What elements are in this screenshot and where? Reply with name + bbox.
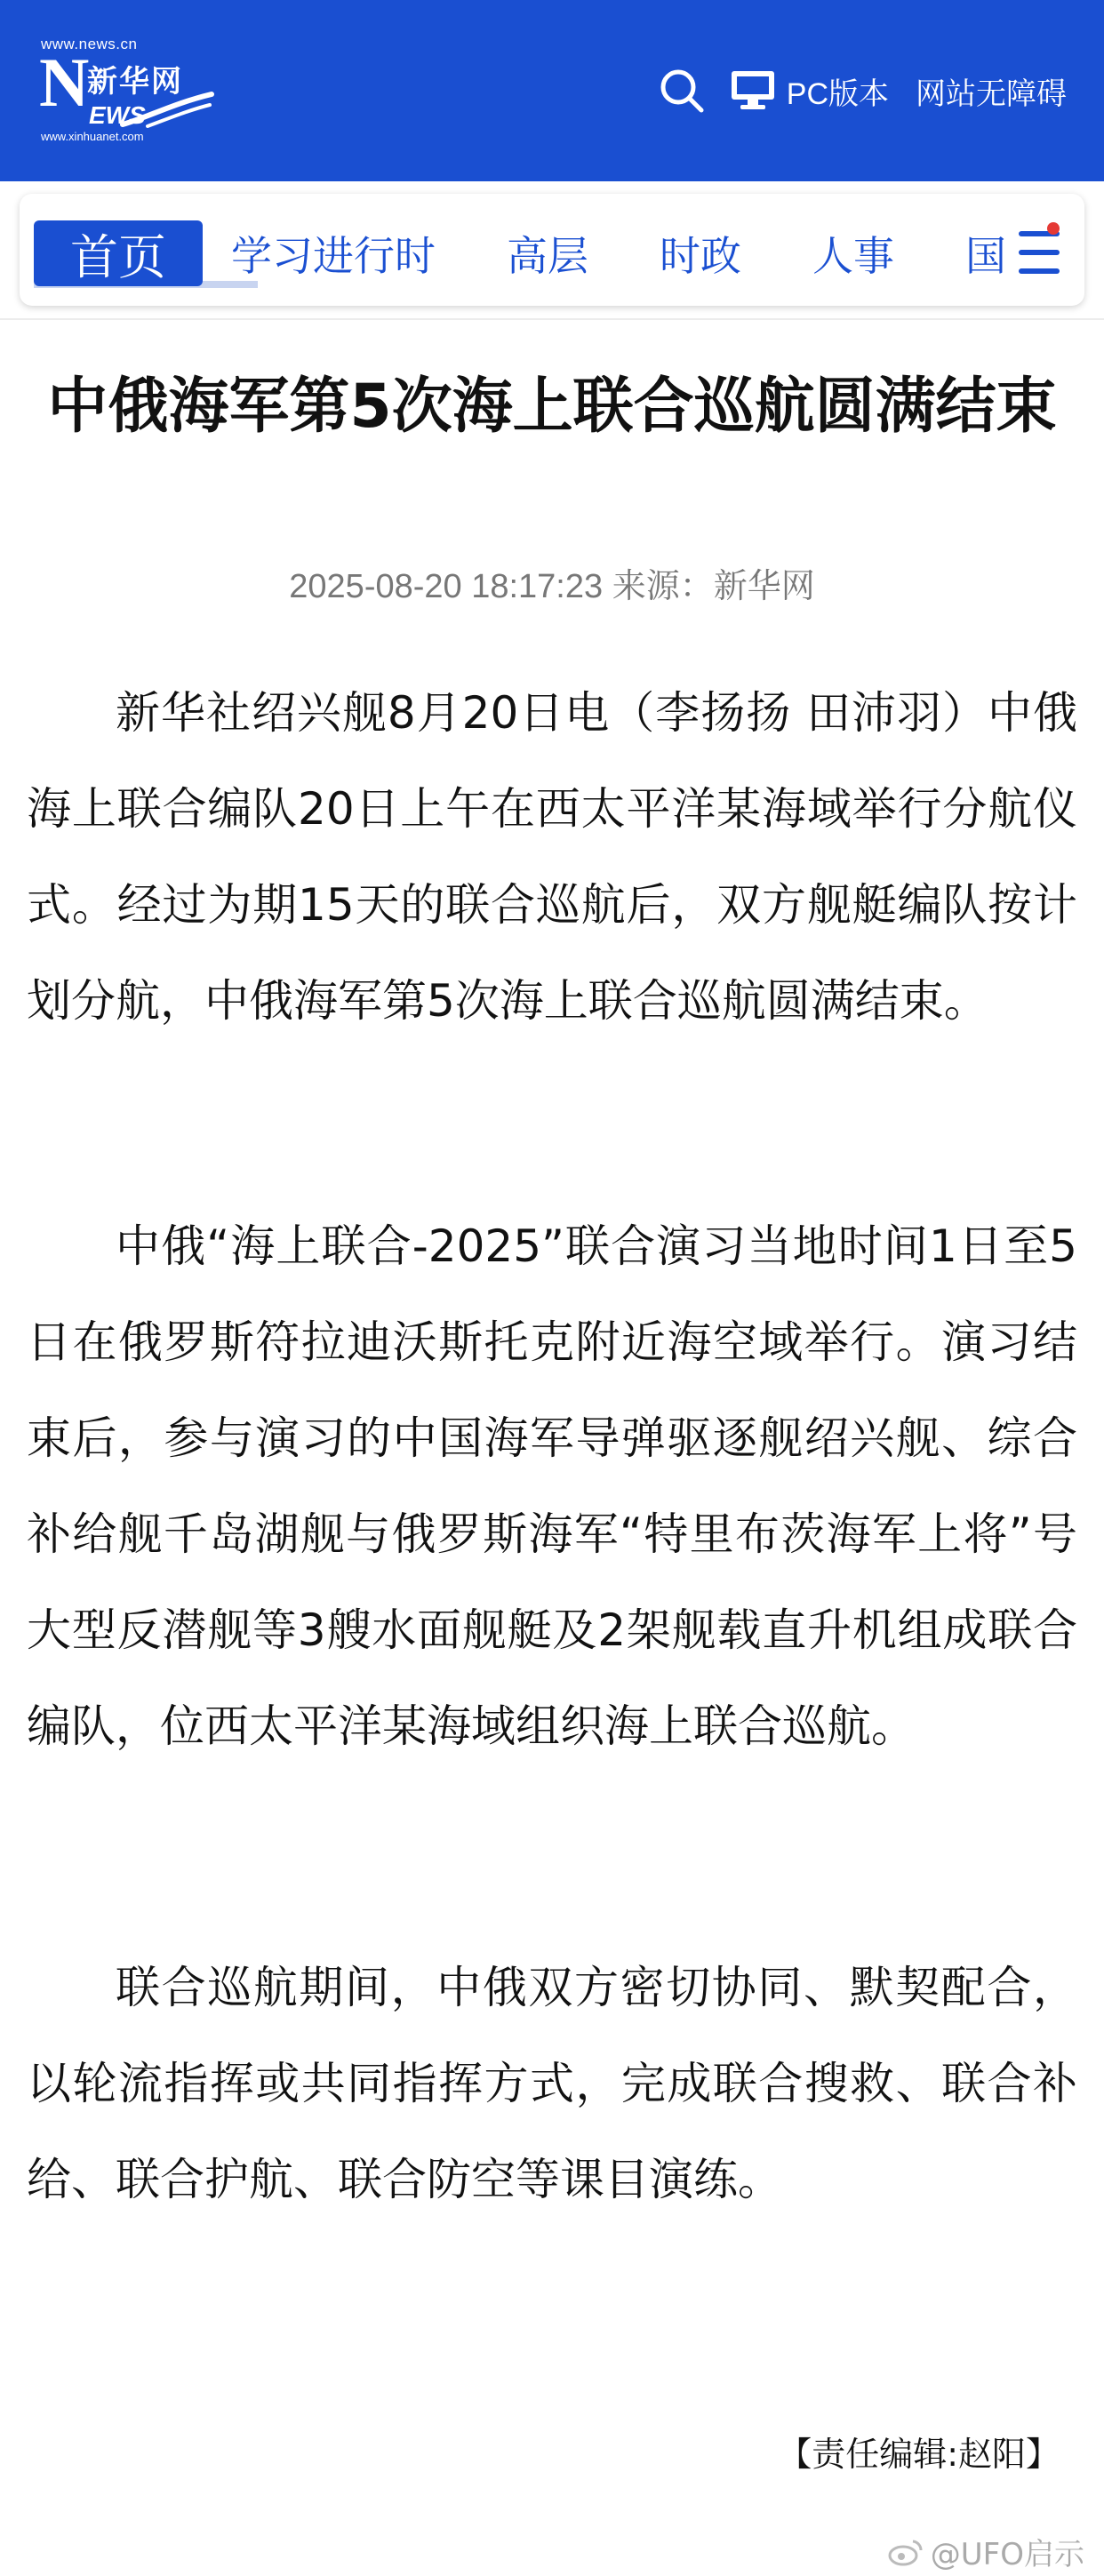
site-header [0, 0, 1104, 181]
search-button[interactable] [655, 64, 708, 117]
logo-swoosh-icon [121, 91, 213, 128]
tab-politics[interactable]: 时政 [660, 232, 741, 280]
watermark-text: @UFO启示 [930, 2537, 1084, 2572]
article-paragraph: 新华社绍兴舰8月20日电（李扬扬 田沛羽）中俄海上联合编队20日上午在西太平洋某海域举行分航仪式。经过为期15天的联合巡航后，双方舰艇编队按计划分航，中俄海军第5次海上联合巡航圆满结束。 [27, 687, 1077, 1027]
logo-letters-ews: EWS [89, 101, 146, 129]
xinhua-logo[interactable] [36, 36, 213, 147]
weibo-icon [888, 2538, 924, 2566]
article-meta: 2025-08-20 18:17:23 来源：新华网 [289, 568, 815, 605]
header-actions [655, 64, 1067, 117]
channel-nav [20, 194, 1084, 306]
tab-study[interactable]: 学习进行时 [231, 232, 436, 280]
search-icon [657, 66, 707, 116]
pc-version-link[interactable] [730, 69, 889, 113]
tab-leadership[interactable]: 高层 [507, 232, 588, 280]
logo-letter-n: N [39, 44, 90, 121]
tab-international[interactable]: 国 [965, 232, 1006, 280]
pc-monitor-icon [730, 69, 776, 112]
article-paragraph: 中俄“海上联合-2025”联合演习当地时间1日至5日在俄罗斯符拉迪沃斯托克附近海空域举行。演习结束后，参与演习的中国海军导弹驱逐舰绍兴舰、综合补给舰千岛湖舰与俄罗斯海军“特里布茨海军上将”号大型反潜舰等3艘水面舰艇及2架舰载直升机组成联合编队，位西太平洋某海域组织海上联合巡航。 [27, 1220, 1077, 1752]
menu-icon[interactable] [1019, 228, 1068, 277]
tab-home[interactable]: 首页 [34, 220, 203, 286]
logo-url-bottom: www.xinhuanet.com [41, 130, 144, 143]
tab-personnel[interactable]: 人事 [812, 232, 894, 280]
pc-version-label: PC版本 [786, 76, 889, 111]
header-divider [0, 318, 1104, 320]
nav-items [231, 220, 1006, 286]
accessibility-link[interactable]: 网站无障碍 [916, 76, 1067, 111]
logo-url-top: www.news.cn [41, 36, 138, 52]
weibo-watermark [888, 2530, 1084, 2573]
notification-dot [1047, 222, 1060, 235]
article-paragraph: 联合巡航期间，中俄双方密切协同、默契配合，以轮流指挥或共同指挥方式，完成联合搜救、联合补给、联合护航、联合防空等课目演练。 [27, 1962, 1077, 2205]
logo-cn-name: 新华网 [87, 64, 183, 100]
responsible-editor: 【责任编辑:赵阳】 [778, 2435, 1060, 2474]
article-title: 中俄海军第5次海上联合巡航圆满结束 [47, 372, 1057, 442]
